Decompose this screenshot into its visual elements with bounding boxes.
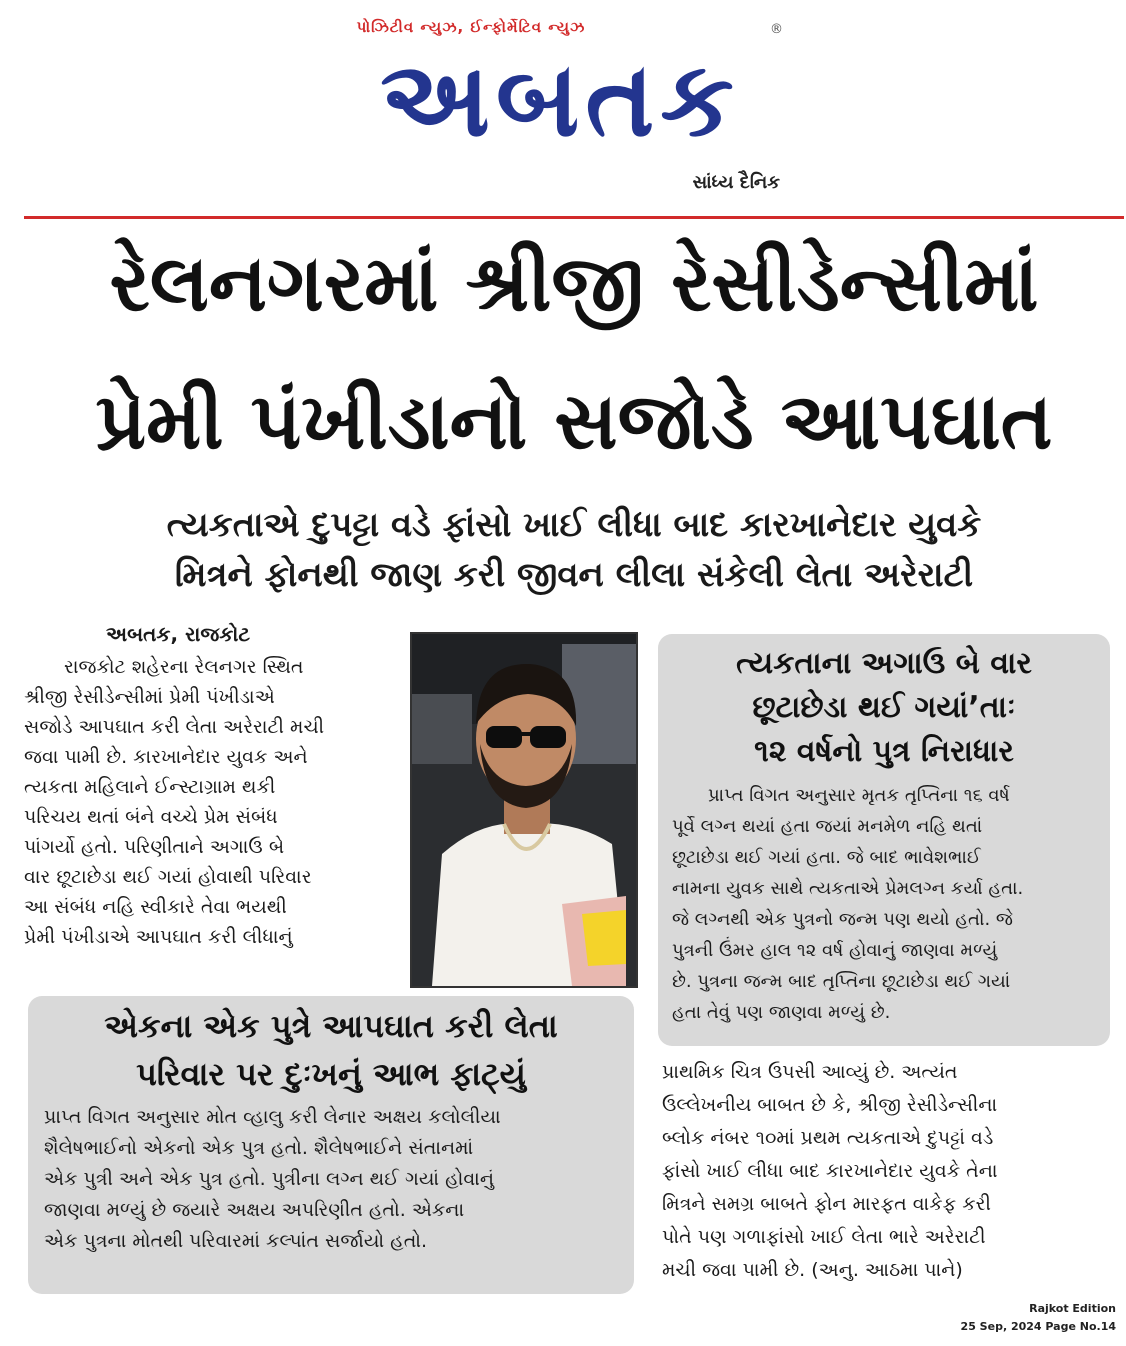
- box-left-line: એક પુત્રી અને એક પુત્ર હતો. પુત્રીના લગ્ન થઈ ગયાં હોવાનું: [44, 1168, 494, 1190]
- box-right-line: છૂટાછેડા થઈ ગયાં હતા. જે બાદ ભાવેશભાઈ: [672, 847, 981, 868]
- article-body: [24, 652, 396, 952]
- box-left-heading-1: એકના એક પુત્રે આપઘાત કરી લેતા: [104, 1007, 558, 1045]
- victim-photo: [410, 632, 638, 988]
- edition-info: [961, 1300, 1116, 1336]
- box-right-line: નામના યુવક સાથે ત્યકતાએ પ્રેમલગ્ન કર્યા હતા.: [672, 878, 1024, 899]
- box-right-heading-2: છૂટાછેડા થઈ ગયાં’તાઃ: [752, 690, 1016, 725]
- box-right-line: જે લગ્નથી એક પુત્રનો જન્મ પણ થયો હતો. જે: [672, 909, 1013, 930]
- continuation-line: મિત્રને સમગ્ર બાબતે ફોન મારફત વાકેફ કરી: [662, 1193, 991, 1215]
- masthead-divider: [24, 216, 1124, 219]
- continuation-line: ઉલ્લેખનીય બાબત છે કે, શ્રીજી રેસીડેન્સીના: [662, 1094, 998, 1116]
- newspaper-logo: અબતક: [380, 38, 740, 160]
- box-right-line: પૂર્વે લગ્ન થયાં હતા જયાં મનમેળ નહિ થતાં: [672, 816, 983, 837]
- box-right-line: છે. પુત્રના જન્મ બાદ તૃપ્તિના છૂટાછેડા થઈ ગયાં: [672, 971, 1011, 992]
- continuation-line: મચી જવા પામી છે. (અનુ. આઠમા પાને): [662, 1259, 963, 1281]
- article-line: શ્રીજી રેસીડેન્સીમાં પ્રેમી પંખીડાએ: [24, 686, 275, 708]
- box-right-heading-1: ત્યકતાના અગાઉ બે વાર: [736, 646, 1032, 681]
- article-line: જવા પામી છે. કારખાનેદાર યુવક અને: [24, 746, 308, 768]
- continuation-line: ફાંસો ખાઈ લીધા બાદ કારખાનેદાર યુવકે તેના: [662, 1160, 998, 1182]
- sidebar-box-left: [28, 996, 634, 1294]
- box-right-line: પ્રાપ્ત વિગત અનુસાર મૃતક તૃપ્તિના ૧૬ વર્ષ: [708, 785, 1010, 806]
- article-line: પાંગર્યો હતો. પરિણીતાને અગાઉ બે: [24, 836, 285, 858]
- edition-date-page: 25 Sep, 2024 Page No.14: [960, 1320, 1116, 1333]
- box-right-line: પુત્રની ઉંમર હાલ ૧૨ વર્ષ હોવાનું જાણવા મળ્યું: [672, 940, 998, 961]
- continuation-line: પોતે પણ ગળાફાંસો ખાઈ લેતા ભારે અરેરાટી: [662, 1226, 986, 1248]
- continuation-body: [662, 1056, 1108, 1287]
- article-line: સજોડે આપઘાત કરી લેતા અરેરાટી મચી: [24, 716, 325, 738]
- box-right-line: હતા તેવું પણ જાણવા મળ્યું છે.: [672, 1002, 891, 1023]
- deck-line-1: ત્યકતાએ દુપટ્ટા વડે ફાંસો ખાઈ લીધા બાદ કારખાનેદાર યુવકે: [166, 505, 982, 545]
- article-line: રાજકોટ શહેરના રેલનગર સ્થિત: [64, 656, 304, 678]
- box-right-heading-3: ૧૨ વર્ષનો પુત્ર નિરાધાર: [754, 734, 1014, 769]
- box-left-line: જાણવા મળ્યું છે જયારે અક્ષય અપરિણીત હતો. એકના: [44, 1199, 465, 1221]
- box-left-line: પ્રાપ્ત વિગત અનુસાર મોત વ્હાલુ કરી લેનાર અક્ષય કલોલીયા: [44, 1106, 501, 1128]
- article-line: આ સંબંધ નહિ સ્વીકારે તેવા ભયથી: [24, 896, 287, 918]
- box-left-body: [28, 1098, 634, 1257]
- byline: અબતક, રાજકોટ: [106, 622, 251, 646]
- edition-name: Rajkot Edition: [1029, 1302, 1116, 1315]
- article-line: પરિચય થતાં બંને વચ્ચે પ્રેમ સંબંધ: [24, 806, 278, 828]
- registered-mark: ®: [770, 22, 783, 37]
- headline-line-2: પ્રેમી પંખીડાનો સજોડે આપઘાત: [95, 377, 1053, 467]
- article-line: પ્રેમી પંખીડાએ આપઘાત કરી લીધાનું: [24, 926, 293, 948]
- masthead-tagline: પોઝિટીવ ન્યુઝ, ઈન્ફોર્મેટિવ ન્યુઝ: [356, 18, 586, 36]
- masthead-subtitle: સાંધ્ય દૈનિક: [692, 172, 780, 193]
- box-left-line: એક પુત્રના મોતથી પરિવારમાં કલ્પાંત સર્જાયો હતો.: [44, 1230, 428, 1252]
- continuation-line: પ્રાથમિક ચિત્ર ઉપસી આવ્યું છે. અત્યંત: [662, 1061, 958, 1083]
- deck-line-2: મિત્રને ફોનથી જાણ કરી જીવન લીલા સંકેલી લેતા અરેરાટી: [174, 555, 974, 595]
- box-right-body: [658, 774, 1110, 1028]
- article-line: ત્યકતા મહિલાને ઈન્સ્ટાગ્રામ થકી: [24, 776, 276, 798]
- continuation-line: બ્લોક નંબર ૧૦માં પ્રથમ ત્યકતાએ દુપટ્ટાં વડે: [662, 1127, 994, 1149]
- person-portrait-image: [412, 634, 636, 986]
- box-left-line: શૈલેષભાઈનો એકનો એક પુત્ર હતો. શૈલેષભાઈને સંતાનમાં: [44, 1137, 474, 1159]
- headline-line-1: રેલનગરમાં શ્રીજી રેસીડેન્સીમાં: [109, 239, 1039, 329]
- box-left-heading-2: પરિવાર પર દુઃખનું આભ ફાટ્યું: [136, 1055, 526, 1093]
- sidebar-box-right: [658, 634, 1110, 1046]
- article-line: વાર છૂટાછેડા થઈ ગયાં હોવાથી પરિવાર: [24, 866, 312, 888]
